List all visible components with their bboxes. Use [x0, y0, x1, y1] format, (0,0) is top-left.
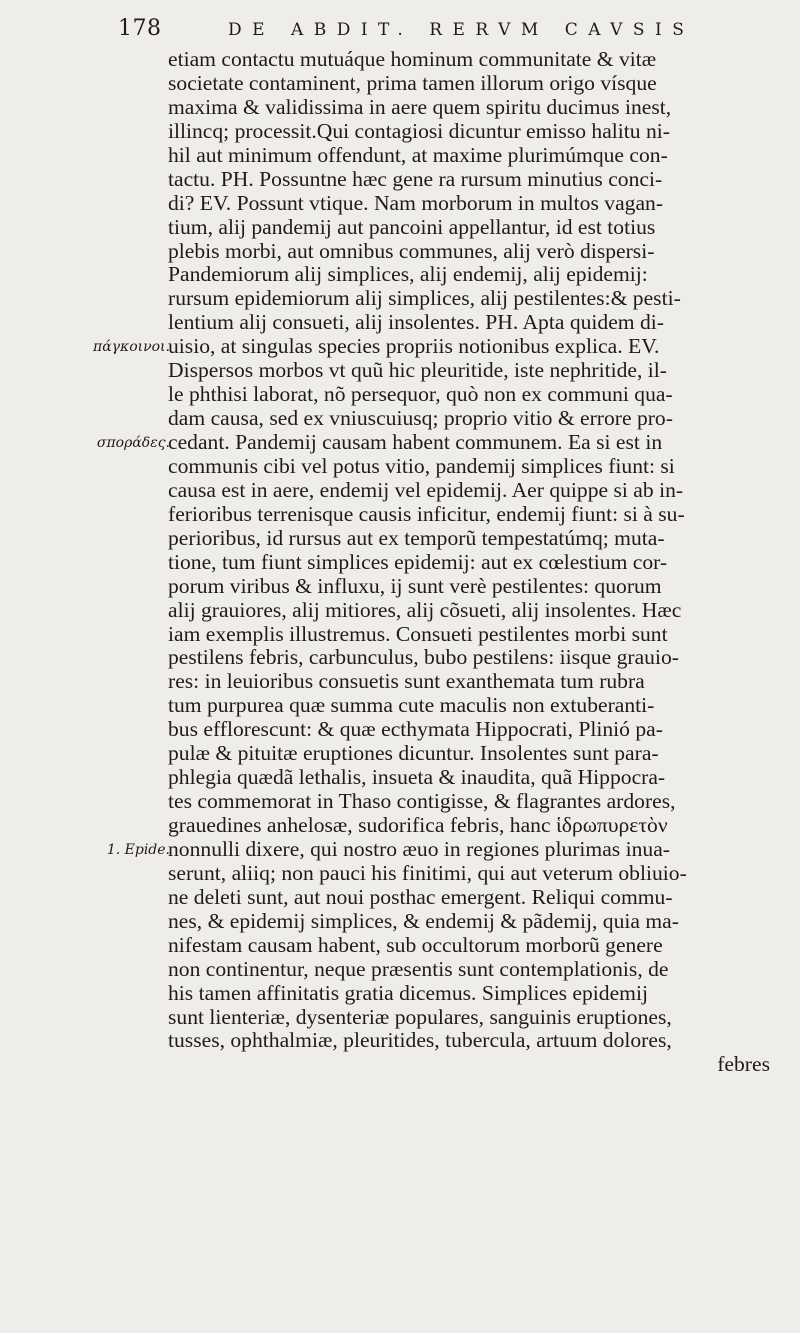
text-line: di? EV. Possunt vtique. Nam morborum in multos vagan- [168, 191, 664, 215]
text-line: cedant. Pandemij causam habent communem. Ea si est in [168, 431, 663, 454]
text-line: tes commemorat in Thaso contigisse, & flagrantes ardores, [168, 790, 676, 814]
text-line: porum viribus & influxu, ij sunt verè pestilentes: quorum [168, 574, 662, 598]
text-line: nes, & epidemij simplices, & endemij & pãdemij, quia ma- [168, 909, 679, 933]
text-line: nonnulli dixere, qui nostro æuo in regiones plurimas inua- [168, 837, 670, 861]
text-line: illincq; processit.Qui contagiosi dicuntur emisso halitu ni- [168, 119, 670, 143]
text-line: res: in leuioribus consuetis sunt exanthemata tum rubra [168, 670, 645, 694]
text-line: etiam contactu mutuáque hominum communitate & vitæ [168, 48, 657, 71]
text-line: tusses, ophthalmiæ, pleuritides, tubercula, artuum dolores, [168, 1029, 672, 1053]
margin-notes [0, 0, 170, 1333]
text-line: maxima & validissima in aere quem spiritu ducimus inest, [168, 95, 672, 119]
text-line: tum purpurea quæ summa cute maculis non extuberanti- [168, 694, 655, 718]
text-line: phlegia quædã lethalis, insueta & inaudita, quã Hippocra- [168, 766, 666, 790]
text-line: iam exemplis illustremus. Consueti pestilentes morbi sunt [168, 622, 668, 646]
text-line: alij grauiores, alij mitiores, alij cõsueti, alij insolentes. Hæc [168, 598, 682, 622]
text-line: rursum epidemiorum alij simplices, alij pestilentes:& pesti- [168, 287, 681, 311]
text-line: causa est in aere, endemij vel epidemij. Aer quippe si ab in- [168, 478, 684, 502]
page-number: 178 [118, 16, 162, 41]
text-line: dam causa, sed ex vniuscuiusq; proprio vitio & errore pro- [168, 407, 673, 431]
text-line: communis cibi vel potus vitio, pandemij simplices fiunt: si [168, 454, 675, 478]
text-line: hil aut minimum offendunt, at maxime plurimúmque con- [168, 143, 668, 167]
text-line: Dispersos morbos vt quũ hic pleuritide, iste nephritide, il- [168, 359, 667, 383]
text-line: perioribus, id rursus aut ex temporũ tempestatúmq; muta- [168, 526, 665, 550]
text-line: serunt, aliiq; non pauci his finitimi, qui aut veterum obliuio- [168, 861, 687, 885]
text-line: ne deleti sunt, aut noui posthac emergent. Reliqui commu- [168, 885, 673, 909]
body-text [168, 48, 784, 1077]
text-line: non continentur, neque præsentis sunt contemplationis, de [168, 957, 669, 981]
margin-note: σποράδες. [96, 435, 170, 452]
catchword: febres [717, 1053, 770, 1077]
text-line: sunt lienteriæ, dysenteriæ populares, sanguinis eruptiones, [168, 1005, 672, 1029]
text-line: his tamen affinitatis gratia dicemus. Simplices epidemij [168, 981, 648, 1005]
text-line: pestilens febris, carbunculus, bubo pestilens: iisque grauio- [168, 646, 679, 670]
text-line: lentium alij consueti, alij insolentes. PH. Apta quidem di- [168, 311, 664, 335]
text-line: ferioribus terrenisque causis inficitur, endemij fiunt: si à su- [168, 502, 685, 526]
text-line: tactu. PH. Possuntne hæc gene ra rursum minutius conci- [168, 167, 663, 191]
text-line: societate contaminent, prima tamen illorum origo vísque [168, 71, 657, 95]
text-line: uisio, at singulas species propriis notionibus explica. EV. [168, 335, 660, 359]
text-line: tione, tum fiunt simplices epidemij: aut ex cœlestium cor- [168, 550, 668, 574]
text-line: pulæ & pituitæ eruptiones dicuntur. Insolentes sunt para- [168, 742, 659, 766]
text-line: grauedines anhelosæ, sudorifica febris, hanc ἱδρωπυρετὸν [168, 814, 668, 837]
margin-note: πάγκοινοι. [93, 339, 170, 356]
margin-note: 1. Epide. [106, 842, 170, 859]
text-line: le phthisi laborat, nõ persequor, quò non ex communi qua- [168, 383, 673, 407]
text-line: tium, alij pandemij aut pancoini appellantur, id est totius [168, 215, 656, 239]
page-header [118, 14, 778, 46]
running-head: DE ABDIT. RERVM CAVSIS [228, 20, 695, 40]
text-line: plebis morbi, aut omnibus communes, alij verò dispersi- [168, 239, 655, 263]
text-line: Pandemiorum alij simplices, alij endemij, alij epidemij: [168, 263, 648, 287]
text-line: bus efflorescunt: & quæ ecthymata Hippocrati, Plinió pa- [168, 718, 663, 742]
text-line: nifestam causam habent, sub occultorum morborũ genere [168, 933, 663, 957]
